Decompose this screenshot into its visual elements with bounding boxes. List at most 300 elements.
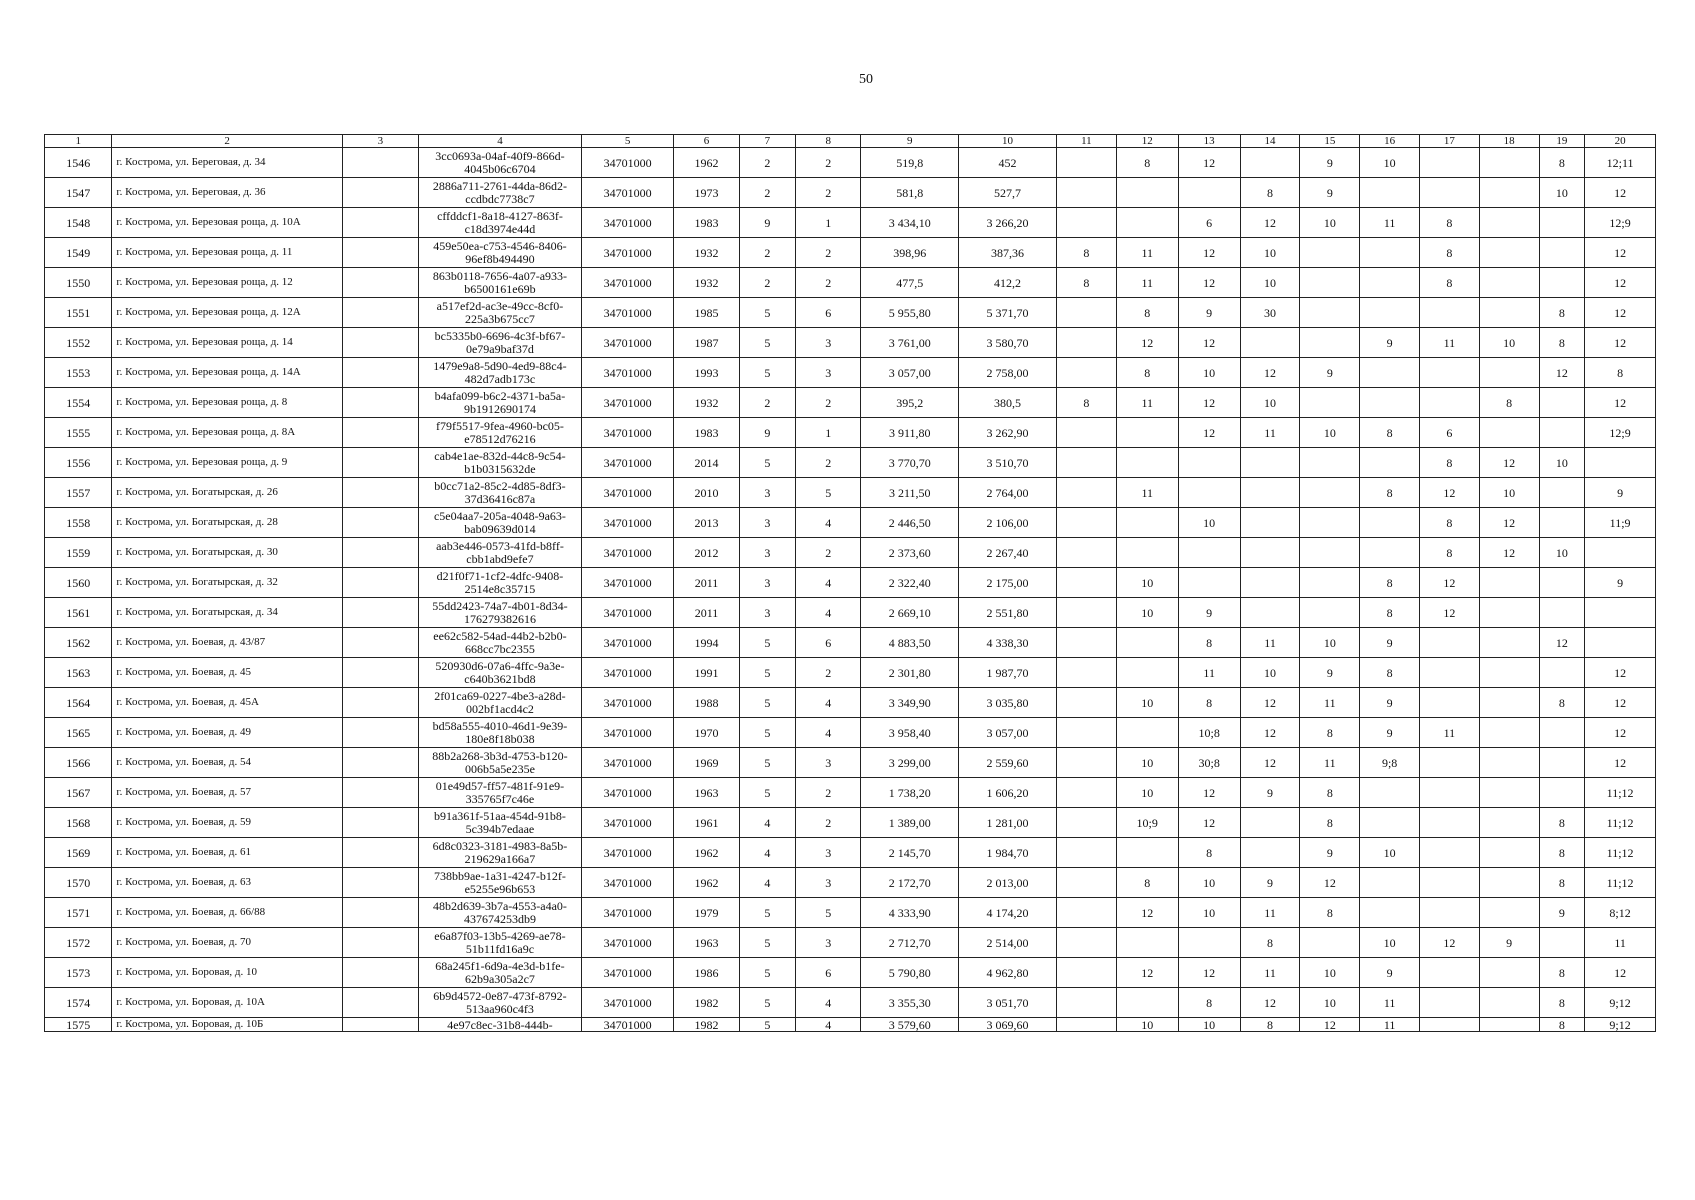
row-number-cell: 1562 xyxy=(45,628,112,658)
row-number-cell: 1575 xyxy=(45,1018,112,1032)
area-cell: 477,5 xyxy=(861,268,959,298)
row-number-cell: 1563 xyxy=(45,658,112,688)
value-cell: 10 xyxy=(1116,748,1178,778)
value-cell: 11;12 xyxy=(1585,838,1656,868)
oktmo-cell: 34701000 xyxy=(581,508,673,538)
value-cell xyxy=(342,838,418,868)
area-cell: 1 389,00 xyxy=(861,808,959,838)
year-cell: 1994 xyxy=(674,628,739,658)
address-cell: г. Кострома, ул. Боевая, д. 70 xyxy=(112,928,342,958)
value-cell xyxy=(1240,328,1300,358)
area-cell: 3 349,90 xyxy=(861,688,959,718)
value-cell xyxy=(1056,628,1116,658)
value-cell xyxy=(1585,448,1656,478)
area-cell: 3 262,90 xyxy=(959,418,1057,448)
value-cell: 12 xyxy=(1585,658,1656,688)
table-row xyxy=(45,478,1656,508)
oktmo-cell: 34701000 xyxy=(581,988,673,1018)
value-cell xyxy=(1178,568,1240,598)
area-cell: 2 145,70 xyxy=(861,838,959,868)
area-cell: 2 669,10 xyxy=(861,598,959,628)
value-cell: 12 xyxy=(1240,748,1300,778)
value-cell: 2 xyxy=(796,658,861,688)
value-cell: 12 xyxy=(1240,208,1300,238)
value-cell xyxy=(342,418,418,448)
value-cell xyxy=(1056,838,1116,868)
value-cell xyxy=(1479,568,1539,598)
value-cell: 8 xyxy=(1539,298,1585,328)
value-cell: 9 xyxy=(1585,568,1656,598)
row-number-cell: 1571 xyxy=(45,898,112,928)
value-cell xyxy=(1420,838,1480,868)
value-cell xyxy=(1300,298,1360,328)
value-cell xyxy=(1360,868,1420,898)
address-cell: г. Кострома, ул. Богатырская, д. 32 xyxy=(112,568,342,598)
value-cell xyxy=(342,148,418,178)
value-cell: 5 xyxy=(739,928,796,958)
value-cell xyxy=(342,958,418,988)
value-cell: 12 xyxy=(1585,178,1656,208)
fias-code-cell: aab3e446-0573-41fd-b8ff-cbb1abd9efe7 xyxy=(418,538,581,568)
value-cell xyxy=(1360,298,1420,328)
fias-code-cell: 1479e9a8-5d90-4ed9-88c4-482d7adb173c xyxy=(418,358,581,388)
area-cell: 2 267,40 xyxy=(959,538,1057,568)
value-cell: 10 xyxy=(1178,508,1240,538)
value-cell: 5 xyxy=(739,778,796,808)
value-cell xyxy=(342,1018,418,1032)
value-cell: 2 xyxy=(739,148,796,178)
value-cell: 11 xyxy=(1240,958,1300,988)
area-cell: 395,2 xyxy=(861,388,959,418)
fias-code-cell: cab4e1ae-832d-44c8-9c54-b1b0315632de xyxy=(418,448,581,478)
value-cell xyxy=(1539,598,1585,628)
value-cell xyxy=(342,688,418,718)
column-number: 1 xyxy=(45,135,112,148)
table-row xyxy=(45,988,1656,1018)
value-cell xyxy=(1479,298,1539,328)
value-cell xyxy=(1360,808,1420,838)
value-cell: 3 xyxy=(796,838,861,868)
area-cell: 2 446,50 xyxy=(861,508,959,538)
value-cell xyxy=(1539,778,1585,808)
column-number: 3 xyxy=(342,135,418,148)
value-cell: 4 xyxy=(796,988,861,1018)
value-cell xyxy=(1240,508,1300,538)
value-cell: 11 xyxy=(1300,748,1360,778)
value-cell: 10 xyxy=(1360,838,1420,868)
value-cell xyxy=(1300,598,1360,628)
value-cell: 9 xyxy=(1539,898,1585,928)
value-cell: 9 xyxy=(1300,178,1360,208)
area-cell: 2 373,60 xyxy=(861,538,959,568)
value-cell: 12;9 xyxy=(1585,418,1656,448)
value-cell: 10 xyxy=(1360,148,1420,178)
row-number-cell: 1567 xyxy=(45,778,112,808)
value-cell: 8 xyxy=(1539,988,1585,1018)
value-cell: 8 xyxy=(1056,268,1116,298)
value-cell: 2 xyxy=(796,178,861,208)
value-cell: 10 xyxy=(1539,178,1585,208)
value-cell: 9;12 xyxy=(1585,1018,1656,1032)
year-cell: 1985 xyxy=(674,298,739,328)
year-cell: 2013 xyxy=(674,508,739,538)
value-cell: 8 xyxy=(1178,628,1240,658)
value-cell xyxy=(1116,178,1178,208)
value-cell: 8 xyxy=(1116,868,1178,898)
column-number: 8 xyxy=(796,135,861,148)
value-cell xyxy=(1056,748,1116,778)
value-cell: 12 xyxy=(1300,868,1360,898)
value-cell xyxy=(342,298,418,328)
value-cell xyxy=(1300,928,1360,958)
value-cell: 9 xyxy=(739,208,796,238)
column-number: 11 xyxy=(1056,135,1116,148)
oktmo-cell: 34701000 xyxy=(581,568,673,598)
address-cell: г. Кострома, ул. Березовая роща, д. 8А xyxy=(112,418,342,448)
value-cell xyxy=(342,178,418,208)
value-cell: 11 xyxy=(1116,388,1178,418)
area-cell: 4 962,80 xyxy=(959,958,1057,988)
value-cell: 12 xyxy=(1240,988,1300,1018)
fias-code-cell: 6d8c0323-3181-4983-8a5b-219629a166a7 xyxy=(418,838,581,868)
value-cell: 5 xyxy=(739,958,796,988)
value-cell xyxy=(342,658,418,688)
value-cell: 4 xyxy=(739,868,796,898)
table-row xyxy=(45,748,1656,778)
value-cell xyxy=(342,748,418,778)
value-cell xyxy=(1056,538,1116,568)
year-cell: 1979 xyxy=(674,898,739,928)
value-cell: 1 xyxy=(796,208,861,238)
oktmo-cell: 34701000 xyxy=(581,958,673,988)
value-cell xyxy=(1479,148,1539,178)
value-cell: 11 xyxy=(1116,238,1178,268)
area-cell: 2 175,00 xyxy=(959,568,1057,598)
area-cell: 2 106,00 xyxy=(959,508,1057,538)
value-cell: 11 xyxy=(1116,478,1178,508)
value-cell xyxy=(1479,718,1539,748)
area-cell: 4 883,50 xyxy=(861,628,959,658)
value-cell: 10 xyxy=(1116,598,1178,628)
value-cell xyxy=(1116,448,1178,478)
value-cell: 12 xyxy=(1178,238,1240,268)
value-cell xyxy=(342,508,418,538)
value-cell: 5 xyxy=(739,628,796,658)
value-cell: 8 xyxy=(1240,178,1300,208)
row-number-cell: 1574 xyxy=(45,988,112,1018)
value-cell: 12 xyxy=(1116,328,1178,358)
value-cell xyxy=(1056,898,1116,928)
fias-code-cell: 55dd2423-74a7-4b01-8d34-176279382616 xyxy=(418,598,581,628)
row-number-cell: 1569 xyxy=(45,838,112,868)
value-cell xyxy=(1539,418,1585,448)
address-cell: г. Кострома, ул. Боевая, д. 54 xyxy=(112,748,342,778)
oktmo-cell: 34701000 xyxy=(581,268,673,298)
value-cell: 12 xyxy=(1585,688,1656,718)
value-cell: 8 xyxy=(1360,598,1420,628)
oktmo-cell: 34701000 xyxy=(581,178,673,208)
value-cell xyxy=(1479,838,1539,868)
table-row xyxy=(45,238,1656,268)
value-cell xyxy=(1178,928,1240,958)
area-cell: 2 322,40 xyxy=(861,568,959,598)
fias-code-cell: b91a361f-51aa-454d-91b8-5c394b7edaae xyxy=(418,808,581,838)
address-cell: г. Кострома, ул. Богатырская, д. 30 xyxy=(112,538,342,568)
value-cell xyxy=(342,598,418,628)
value-cell xyxy=(1420,178,1480,208)
table-row xyxy=(45,358,1656,388)
fias-code-cell: 88b2a268-3b3d-4753-b120-006b5a5e235e xyxy=(418,748,581,778)
value-cell: 9 xyxy=(1300,658,1360,688)
column-number: 7 xyxy=(739,135,796,148)
value-cell: 9 xyxy=(1360,688,1420,718)
value-cell xyxy=(1300,538,1360,568)
fias-code-cell: 863b0118-7656-4a07-a933-b6500161e69b xyxy=(418,268,581,298)
column-number: 10 xyxy=(959,135,1057,148)
area-cell: 2 301,80 xyxy=(861,658,959,688)
value-cell xyxy=(1116,838,1178,868)
value-cell xyxy=(1360,238,1420,268)
value-cell: 4 xyxy=(796,688,861,718)
value-cell xyxy=(1360,388,1420,418)
oktmo-cell: 34701000 xyxy=(581,238,673,268)
column-number: 4 xyxy=(418,135,581,148)
table-row xyxy=(45,448,1656,478)
address-cell: г. Кострома, ул. Березовая роща, д. 14А xyxy=(112,358,342,388)
row-number-cell: 1570 xyxy=(45,868,112,898)
fias-code-cell: 01e49d57-ff57-481f-91e9-335765f7c46e xyxy=(418,778,581,808)
value-cell: 10 xyxy=(1116,778,1178,808)
value-cell: 12 xyxy=(1479,508,1539,538)
oktmo-cell: 34701000 xyxy=(581,658,673,688)
year-cell: 1991 xyxy=(674,658,739,688)
row-number-cell: 1547 xyxy=(45,178,112,208)
value-cell: 6 xyxy=(1178,208,1240,238)
fias-code-cell: f79f5517-9fea-4960-bc05-e78512d76216 xyxy=(418,418,581,448)
area-cell: 3 761,00 xyxy=(861,328,959,358)
value-cell: 4 xyxy=(739,838,796,868)
area-cell: 1 987,70 xyxy=(959,658,1057,688)
value-cell xyxy=(1056,358,1116,388)
value-cell: 4 xyxy=(796,1018,861,1032)
value-cell xyxy=(1539,748,1585,778)
value-cell xyxy=(1479,688,1539,718)
value-cell: 8 xyxy=(1360,658,1420,688)
value-cell: 12 xyxy=(1420,598,1480,628)
area-cell: 2 764,00 xyxy=(959,478,1057,508)
year-cell: 1988 xyxy=(674,688,739,718)
address-cell: г. Кострома, ул. Березовая роща, д. 14 xyxy=(112,328,342,358)
value-cell xyxy=(1479,238,1539,268)
value-cell xyxy=(1420,628,1480,658)
area-cell: 3 911,80 xyxy=(861,418,959,448)
row-number-cell: 1550 xyxy=(45,268,112,298)
value-cell: 11 xyxy=(1585,928,1656,958)
oktmo-cell: 34701000 xyxy=(581,868,673,898)
value-cell: 11 xyxy=(1178,658,1240,688)
area-cell: 3 770,70 xyxy=(861,448,959,478)
value-cell: 12 xyxy=(1240,358,1300,388)
value-cell xyxy=(1056,988,1116,1018)
value-cell xyxy=(1539,208,1585,238)
value-cell: 3 xyxy=(739,598,796,628)
area-cell: 1 738,20 xyxy=(861,778,959,808)
fias-code-cell: 3cc0693a-04af-40f9-866d-4045b06c6704 xyxy=(418,148,581,178)
oktmo-cell: 34701000 xyxy=(581,688,673,718)
value-cell xyxy=(1420,988,1480,1018)
column-number: 15 xyxy=(1300,135,1360,148)
value-cell xyxy=(1178,538,1240,568)
value-cell: 10 xyxy=(1539,448,1585,478)
value-cell: 10 xyxy=(1240,388,1300,418)
area-cell: 3 211,50 xyxy=(861,478,959,508)
value-cell xyxy=(1116,418,1178,448)
value-cell xyxy=(1539,388,1585,418)
column-number: 16 xyxy=(1360,135,1420,148)
address-cell: г. Кострома, ул. Боевая, д. 43/87 xyxy=(112,628,342,658)
value-cell xyxy=(1056,298,1116,328)
value-cell: 5 xyxy=(739,1018,796,1032)
area-cell: 387,36 xyxy=(959,238,1057,268)
row-number-cell: 1573 xyxy=(45,958,112,988)
value-cell xyxy=(1479,598,1539,628)
value-cell: 11 xyxy=(1240,628,1300,658)
table-row xyxy=(45,328,1656,358)
column-number: 20 xyxy=(1585,135,1656,148)
column-number: 13 xyxy=(1178,135,1240,148)
area-cell: 3 057,00 xyxy=(861,358,959,388)
value-cell: 10 xyxy=(1300,208,1360,238)
area-cell: 2 013,00 xyxy=(959,868,1057,898)
value-cell: 10 xyxy=(1539,538,1585,568)
value-cell xyxy=(1479,778,1539,808)
address-cell: г. Кострома, ул. Боевая, д. 63 xyxy=(112,868,342,898)
value-cell: 8 xyxy=(1360,568,1420,598)
value-cell: 2 xyxy=(739,268,796,298)
value-cell: 9;8 xyxy=(1360,748,1420,778)
oktmo-cell: 34701000 xyxy=(581,478,673,508)
row-number-cell: 1546 xyxy=(45,148,112,178)
value-cell: 6 xyxy=(796,958,861,988)
value-cell: 3 xyxy=(739,538,796,568)
value-cell: 12 xyxy=(1300,1018,1360,1032)
value-cell xyxy=(1539,478,1585,508)
value-cell: 10 xyxy=(1116,568,1178,598)
value-cell xyxy=(1360,898,1420,928)
oktmo-cell: 34701000 xyxy=(581,598,673,628)
value-cell: 12 xyxy=(1585,238,1656,268)
value-cell xyxy=(1539,508,1585,538)
value-cell: 12 xyxy=(1479,448,1539,478)
address-cell: г. Кострома, ул. Береговая, д. 36 xyxy=(112,178,342,208)
value-cell: 6 xyxy=(1420,418,1480,448)
value-cell: 2 xyxy=(796,538,861,568)
fias-code-cell: 520930d6-07a6-4ffc-9a3e-c640b3621bd8 xyxy=(418,658,581,688)
value-cell xyxy=(342,478,418,508)
area-cell: 2 514,00 xyxy=(959,928,1057,958)
value-cell: 8 xyxy=(1300,778,1360,808)
value-cell xyxy=(1056,418,1116,448)
year-cell: 1973 xyxy=(674,178,739,208)
value-cell: 8 xyxy=(1116,358,1178,388)
table-row xyxy=(45,418,1656,448)
year-cell: 2012 xyxy=(674,538,739,568)
value-cell: 8 xyxy=(1539,958,1585,988)
value-cell: 10 xyxy=(1479,478,1539,508)
year-cell: 1932 xyxy=(674,238,739,268)
year-cell: 1970 xyxy=(674,718,739,748)
year-cell: 2010 xyxy=(674,478,739,508)
value-cell: 10 xyxy=(1300,958,1360,988)
value-cell: 9 xyxy=(1178,298,1240,328)
value-cell: 8 xyxy=(1539,838,1585,868)
oktmo-cell: 34701000 xyxy=(581,208,673,238)
value-cell: 8 xyxy=(1178,688,1240,718)
table-row xyxy=(45,958,1656,988)
value-cell xyxy=(1479,658,1539,688)
fias-code-cell: cffddcf1-8a18-4127-863f-c18d3974e44d xyxy=(418,208,581,238)
area-cell: 3 057,00 xyxy=(959,718,1057,748)
value-cell xyxy=(342,898,418,928)
value-cell: 12 xyxy=(1178,808,1240,838)
value-cell: 11;12 xyxy=(1585,868,1656,898)
value-cell: 4 xyxy=(796,508,861,538)
fias-code-cell: b4afa099-b6c2-4371-ba5a-9b1912690174 xyxy=(418,388,581,418)
value-cell: 10 xyxy=(1300,418,1360,448)
oktmo-cell: 34701000 xyxy=(581,538,673,568)
value-cell: 11 xyxy=(1240,418,1300,448)
table-row xyxy=(45,568,1656,598)
value-cell: 12 xyxy=(1178,328,1240,358)
value-cell: 9 xyxy=(1300,148,1360,178)
value-cell xyxy=(1056,688,1116,718)
table-row xyxy=(45,388,1656,418)
value-cell xyxy=(1479,268,1539,298)
fias-code-cell: 6b9d4572-0e87-473f-8792-513aa960c4f3 xyxy=(418,988,581,1018)
value-cell xyxy=(342,328,418,358)
fias-code-cell: 4e97c8ec-31b8-444b- xyxy=(418,1018,581,1032)
oktmo-cell: 34701000 xyxy=(581,628,673,658)
value-cell xyxy=(1585,628,1656,658)
value-cell: 11;12 xyxy=(1585,778,1656,808)
value-cell xyxy=(1539,718,1585,748)
table-row xyxy=(45,928,1656,958)
row-number-cell: 1551 xyxy=(45,298,112,328)
value-cell xyxy=(1178,478,1240,508)
address-cell: г. Кострома, ул. Богатырская, д. 26 xyxy=(112,478,342,508)
value-cell: 8 xyxy=(1300,898,1360,928)
value-cell: 8 xyxy=(1420,448,1480,478)
area-cell: 3 579,60 xyxy=(861,1018,959,1032)
value-cell: 3 xyxy=(796,358,861,388)
value-cell xyxy=(1240,448,1300,478)
value-cell: 11;9 xyxy=(1585,508,1656,538)
value-cell: 11 xyxy=(1360,988,1420,1018)
value-cell: 8 xyxy=(1300,808,1360,838)
value-cell: 8 xyxy=(1240,928,1300,958)
value-cell: 10 xyxy=(1116,1018,1178,1032)
value-cell: 9 xyxy=(1360,328,1420,358)
address-cell: г. Кострома, ул. Богатырская, д. 34 xyxy=(112,598,342,628)
value-cell: 11 xyxy=(1240,898,1300,928)
value-cell xyxy=(1479,988,1539,1018)
area-cell: 3 958,40 xyxy=(861,718,959,748)
value-cell: 8 xyxy=(1539,148,1585,178)
value-cell xyxy=(1240,478,1300,508)
value-cell xyxy=(1116,658,1178,688)
value-cell xyxy=(1300,478,1360,508)
value-cell: 9 xyxy=(1360,958,1420,988)
